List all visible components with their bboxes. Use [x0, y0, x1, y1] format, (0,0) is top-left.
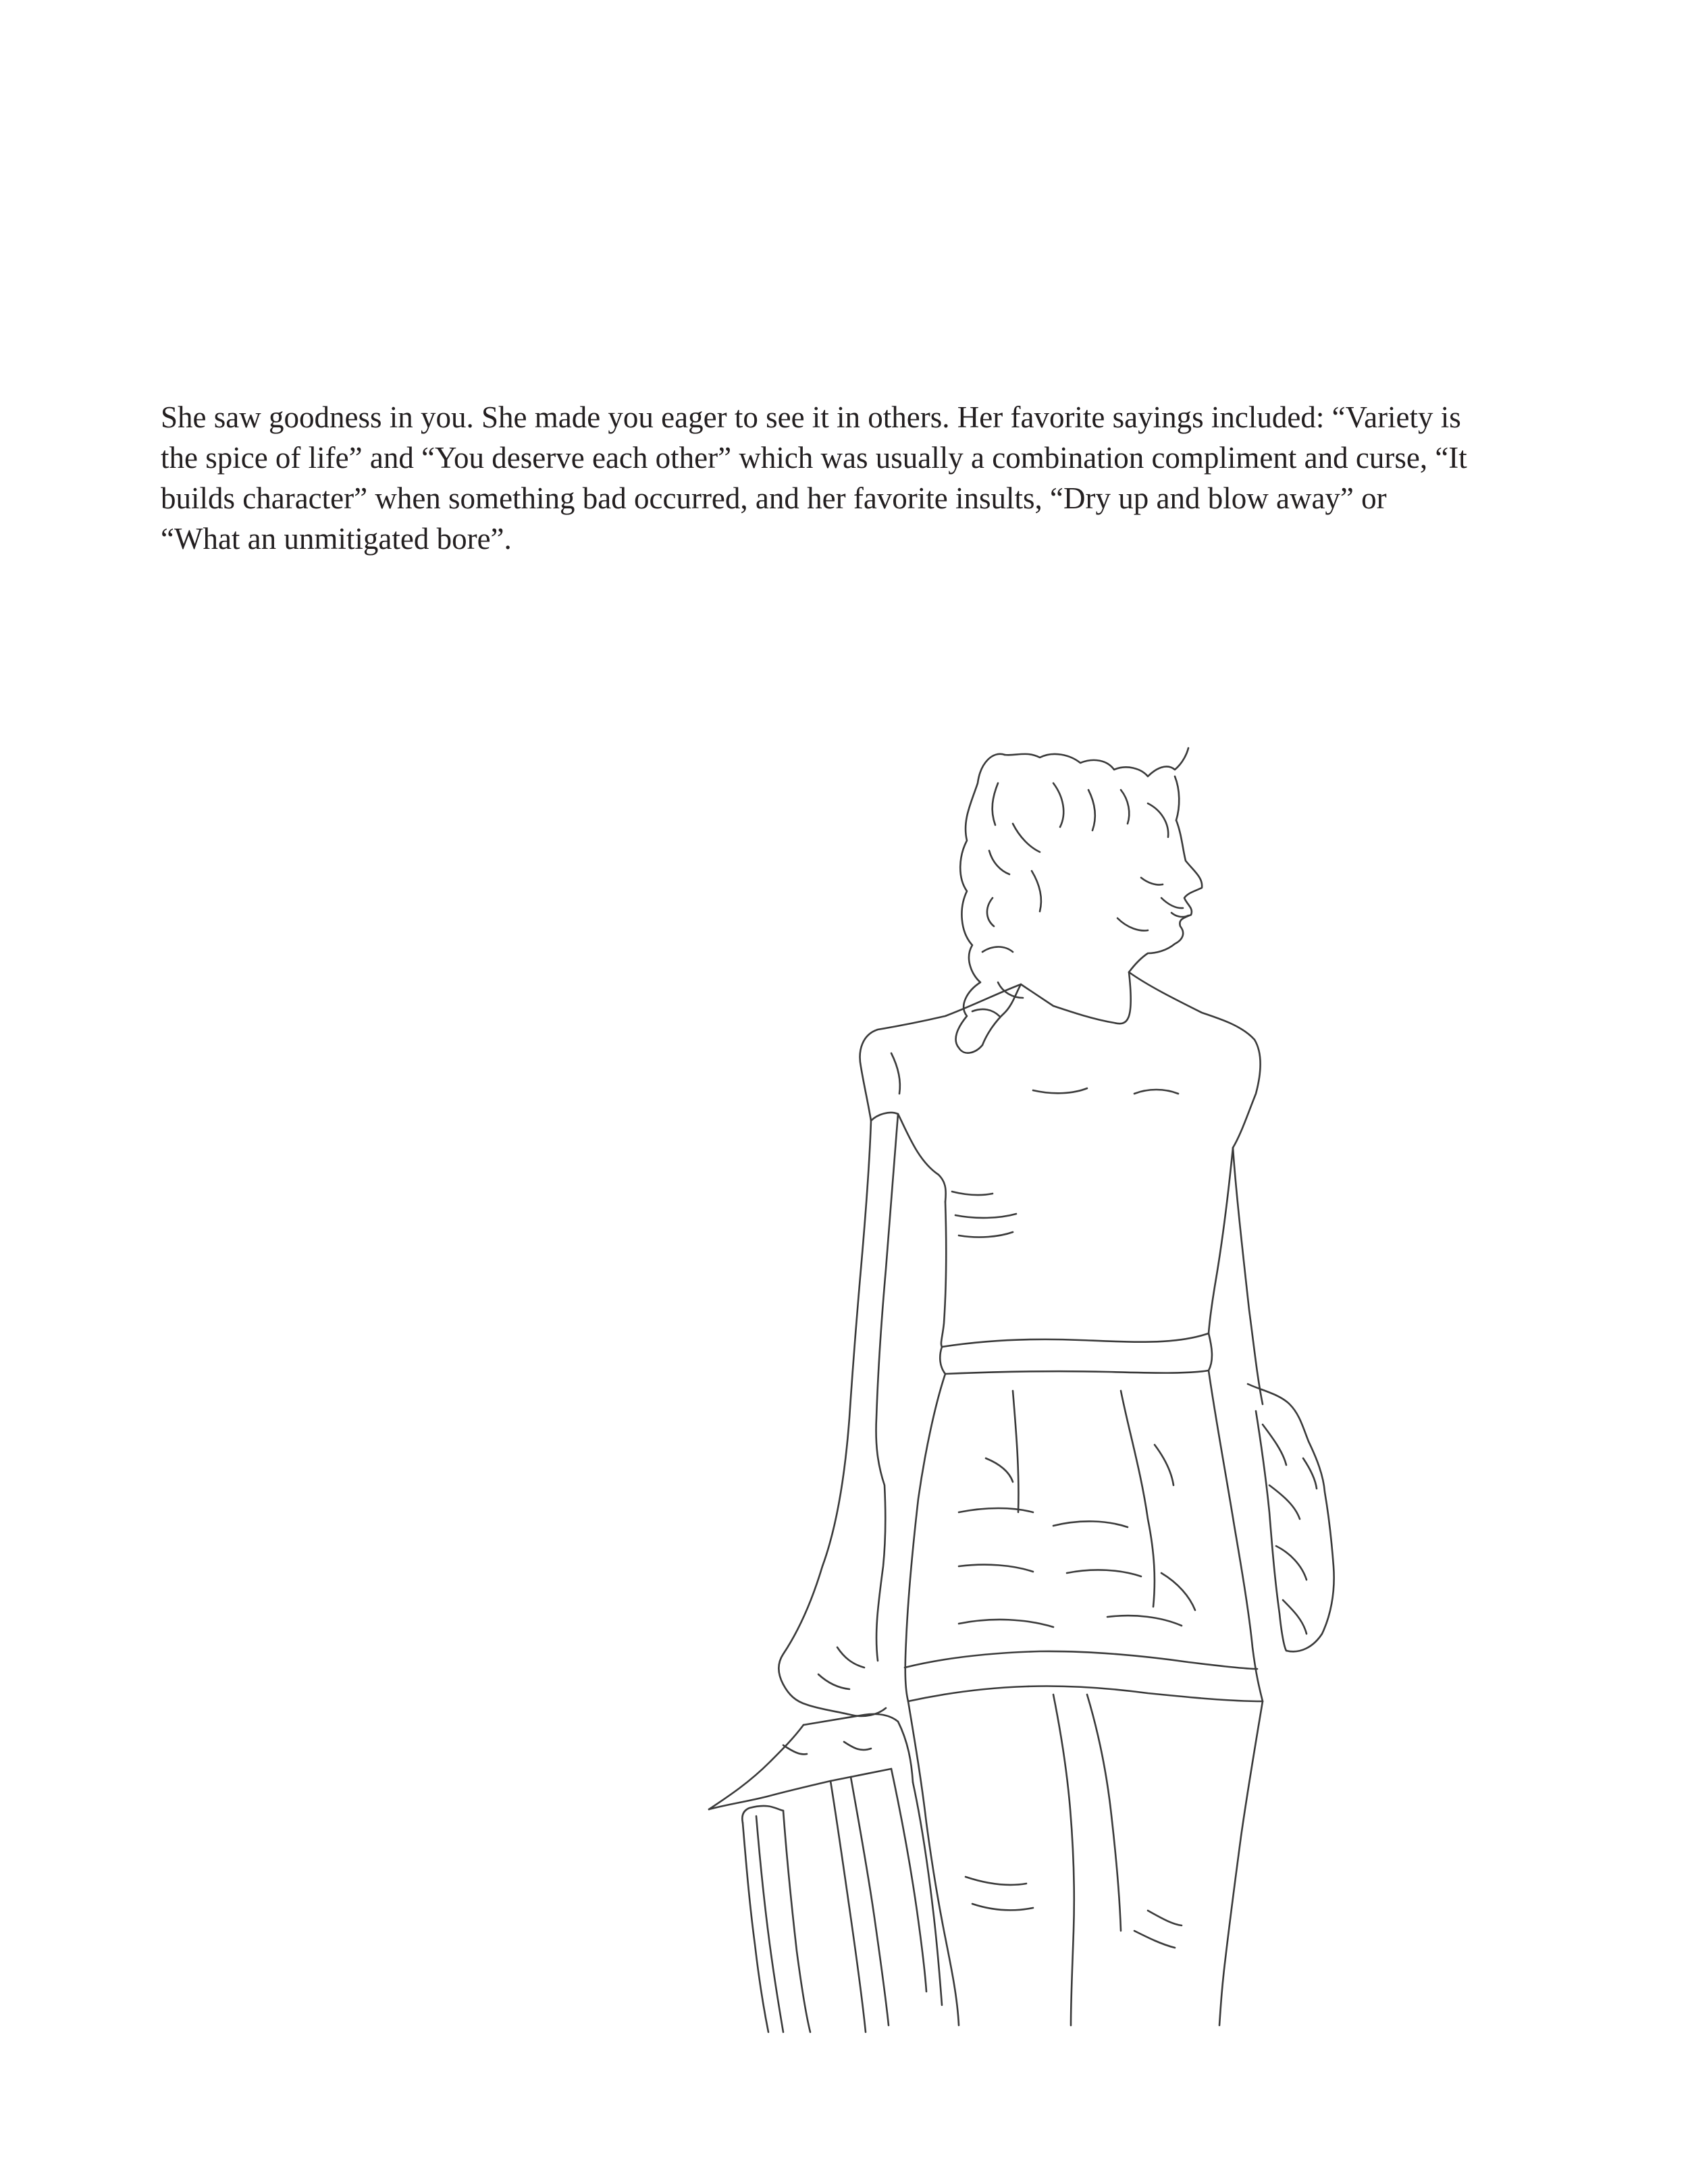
jacket-outline	[1248, 1384, 1334, 1651]
paragraph-line-3: builds character” when something bad occurred, and her favorite insults, “Dry up and blow away” or	[161, 481, 1387, 515]
legs-outline	[908, 1695, 1263, 2025]
arm-outline	[779, 1114, 1263, 1716]
paragraph-line-4: “What an unmitigated bore”.	[161, 522, 512, 556]
paragraph-line-1: She saw goodness in you. She made you eager to see it in others. Her favorite sayings included: “Variety is	[161, 400, 1461, 434]
suitcase-outline	[709, 1714, 942, 2032]
face-outline	[1117, 820, 1202, 972]
shirt-outline	[860, 972, 1261, 1347]
paragraph-line-2: the spice of life” and “You deserve each other” which was usually a combination compliment and curse, “It	[161, 441, 1467, 475]
hair-outline	[956, 748, 1188, 1053]
shorts-outline	[905, 1333, 1263, 1701]
body-paragraph	[161, 397, 1538, 559]
